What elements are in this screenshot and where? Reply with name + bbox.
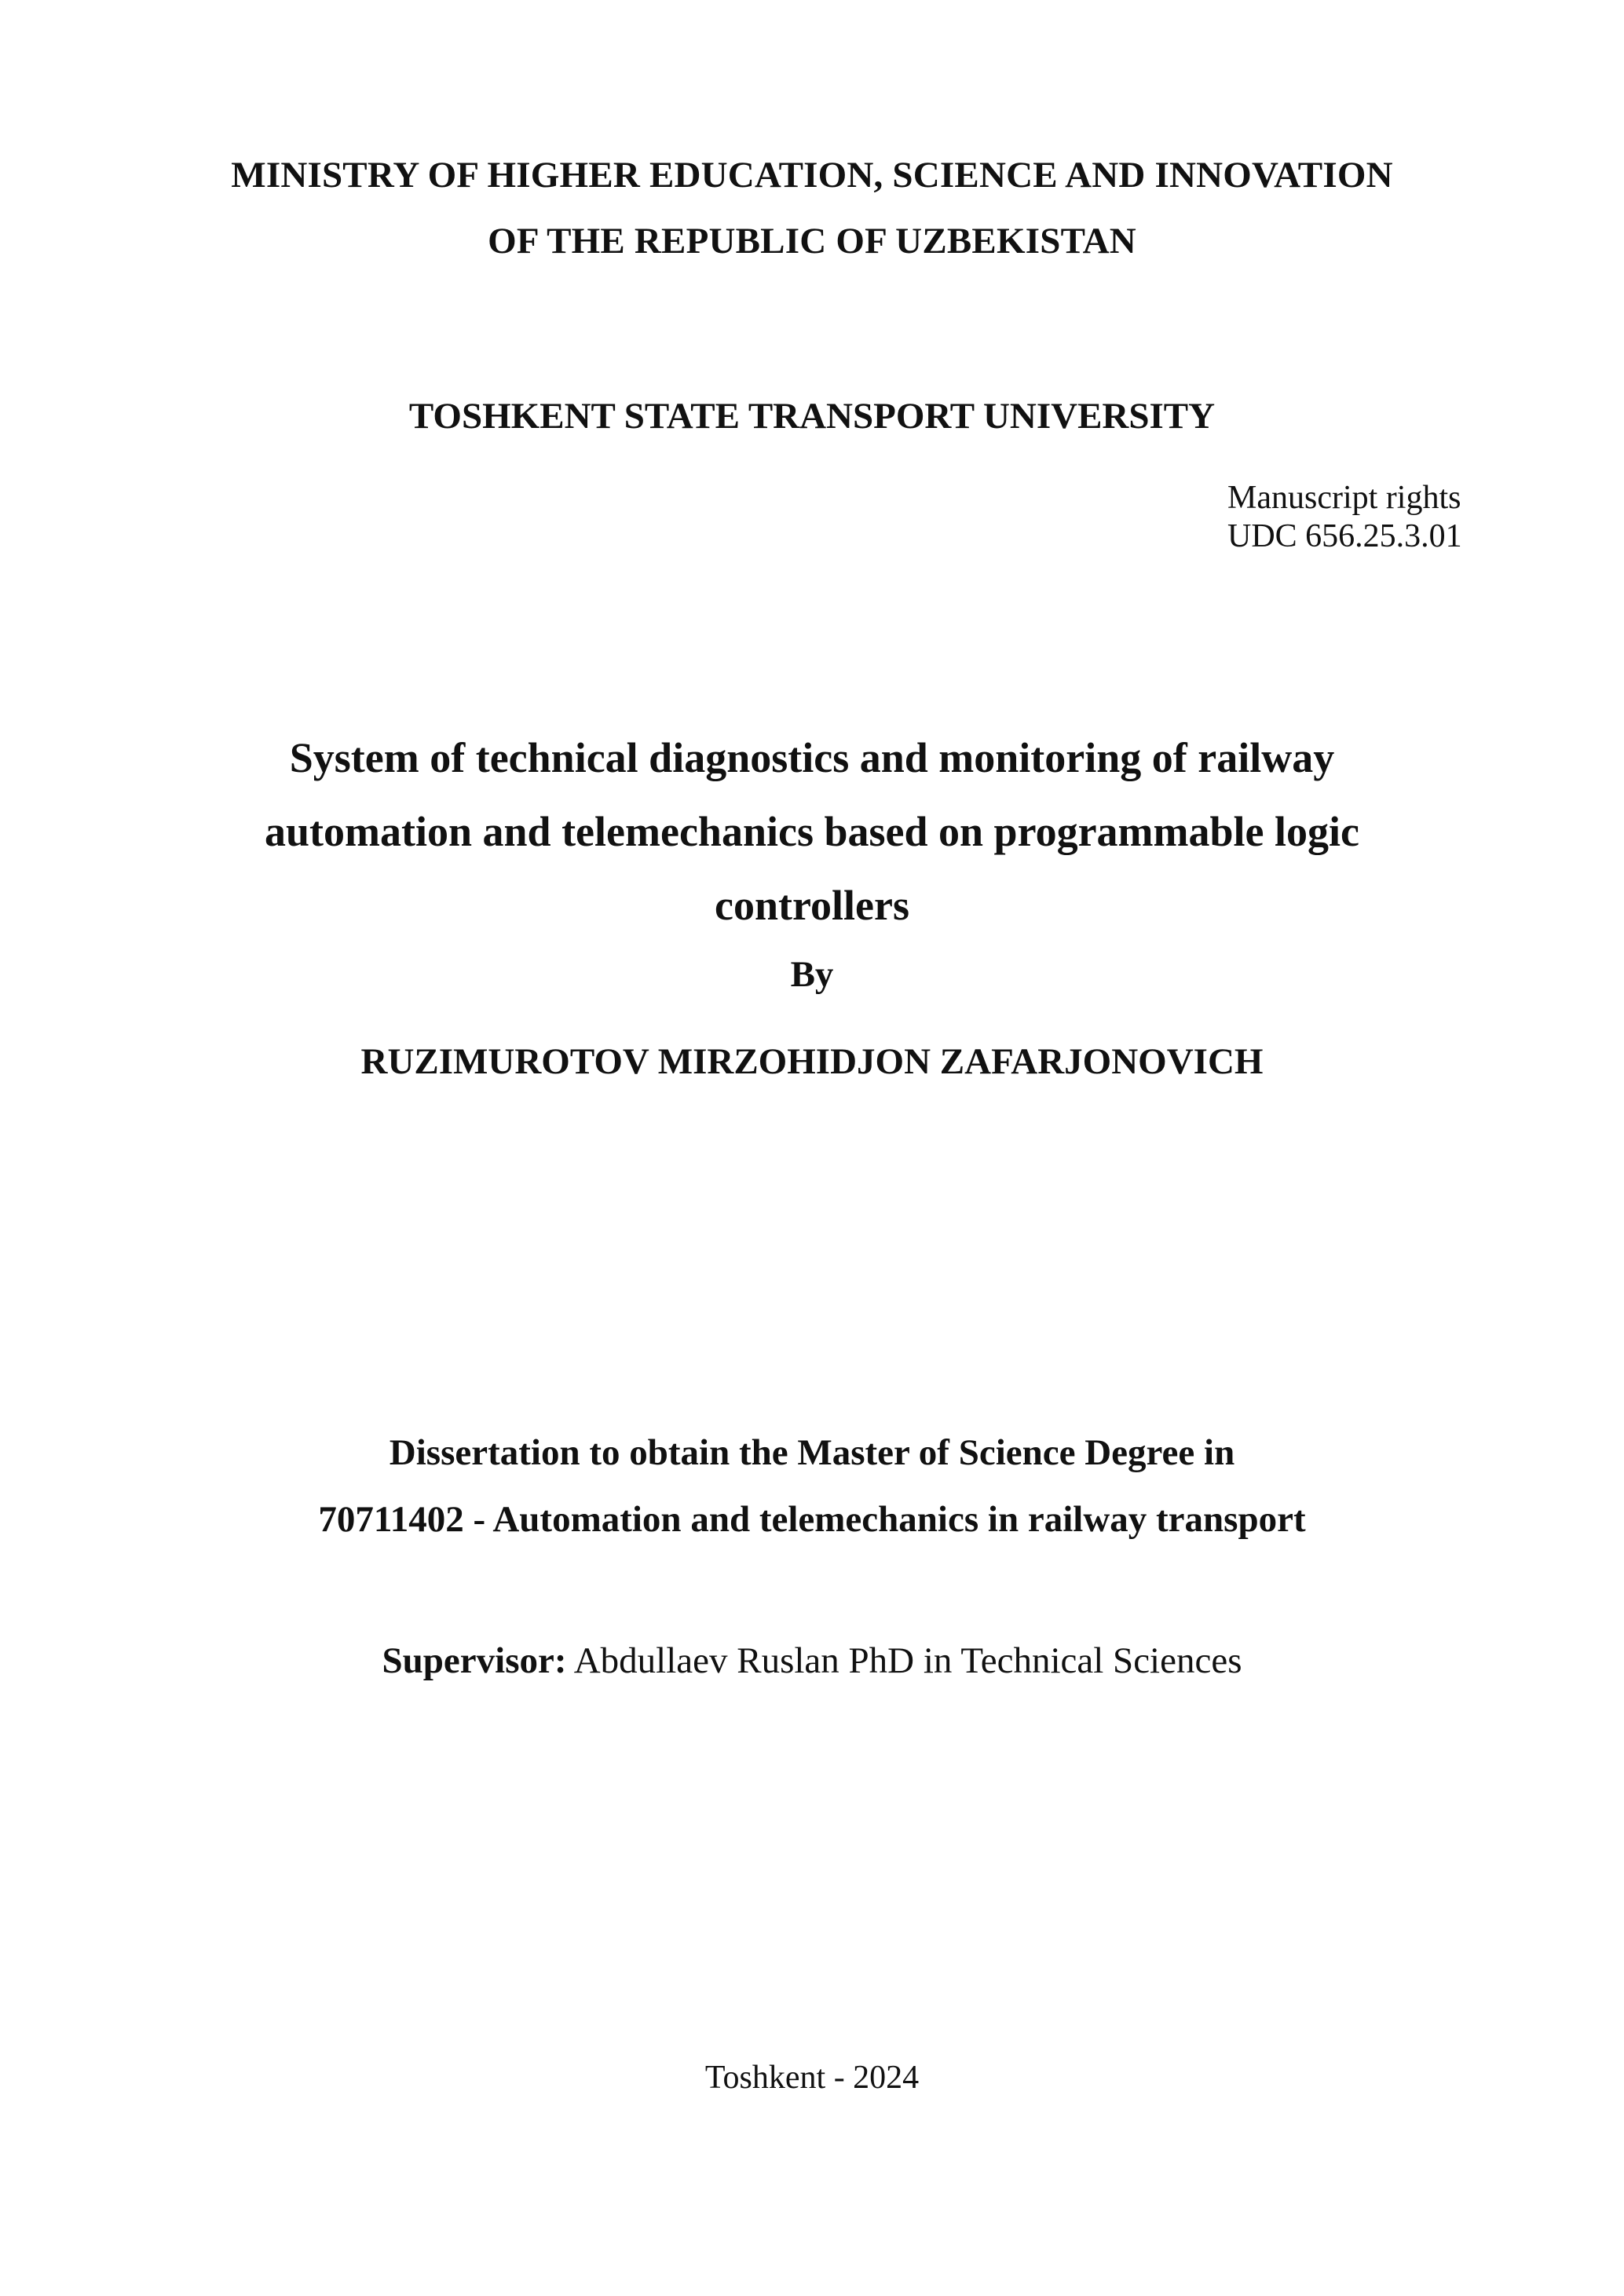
by-label: By	[790, 954, 834, 995]
ministry-name-line-2: OF THE REPUBLIC OF UZBEKISTAN	[488, 221, 1136, 261]
manuscript-rights: Manuscript rights	[1227, 480, 1461, 516]
supervisor-line	[0, 1640, 1624, 1682]
dissertation-title-line-3: controllers	[715, 882, 909, 929]
dissertation-title-line-2: automation and telemechanics based on programmable logic	[265, 808, 1359, 855]
supervisor-name: Abdullaev Ruslan PhD in Technical Sciences	[573, 1640, 1242, 1681]
ministry-name-line-1: MINISTRY OF HIGHER EDUCATION, SCIENCE AND INNOVATION	[231, 155, 1393, 196]
degree-line-2: 70711402 - Automation and telemechanics in railway transport	[318, 1499, 1306, 1540]
degree-line-1: Dissertation to obtain the Master of Science Degree in	[389, 1432, 1235, 1473]
dissertation-title-line-1: System of technical diagnostics and monitoring of railway	[289, 734, 1335, 781]
author-name: RUZIMUROTOV MIRZOHIDJON ZAFARJONOVICH	[360, 1041, 1264, 1082]
manuscript-rights-block	[1227, 479, 1462, 556]
university-name: TOSHKENT STATE TRANSPORT UNIVERSITY	[408, 396, 1216, 437]
place-and-year: Toshkent - 2024	[704, 2060, 920, 2096]
supervisor-label: Supervisor:	[382, 1640, 567, 1681]
udc-code: UDC 656.25.3.01	[1227, 518, 1462, 554]
